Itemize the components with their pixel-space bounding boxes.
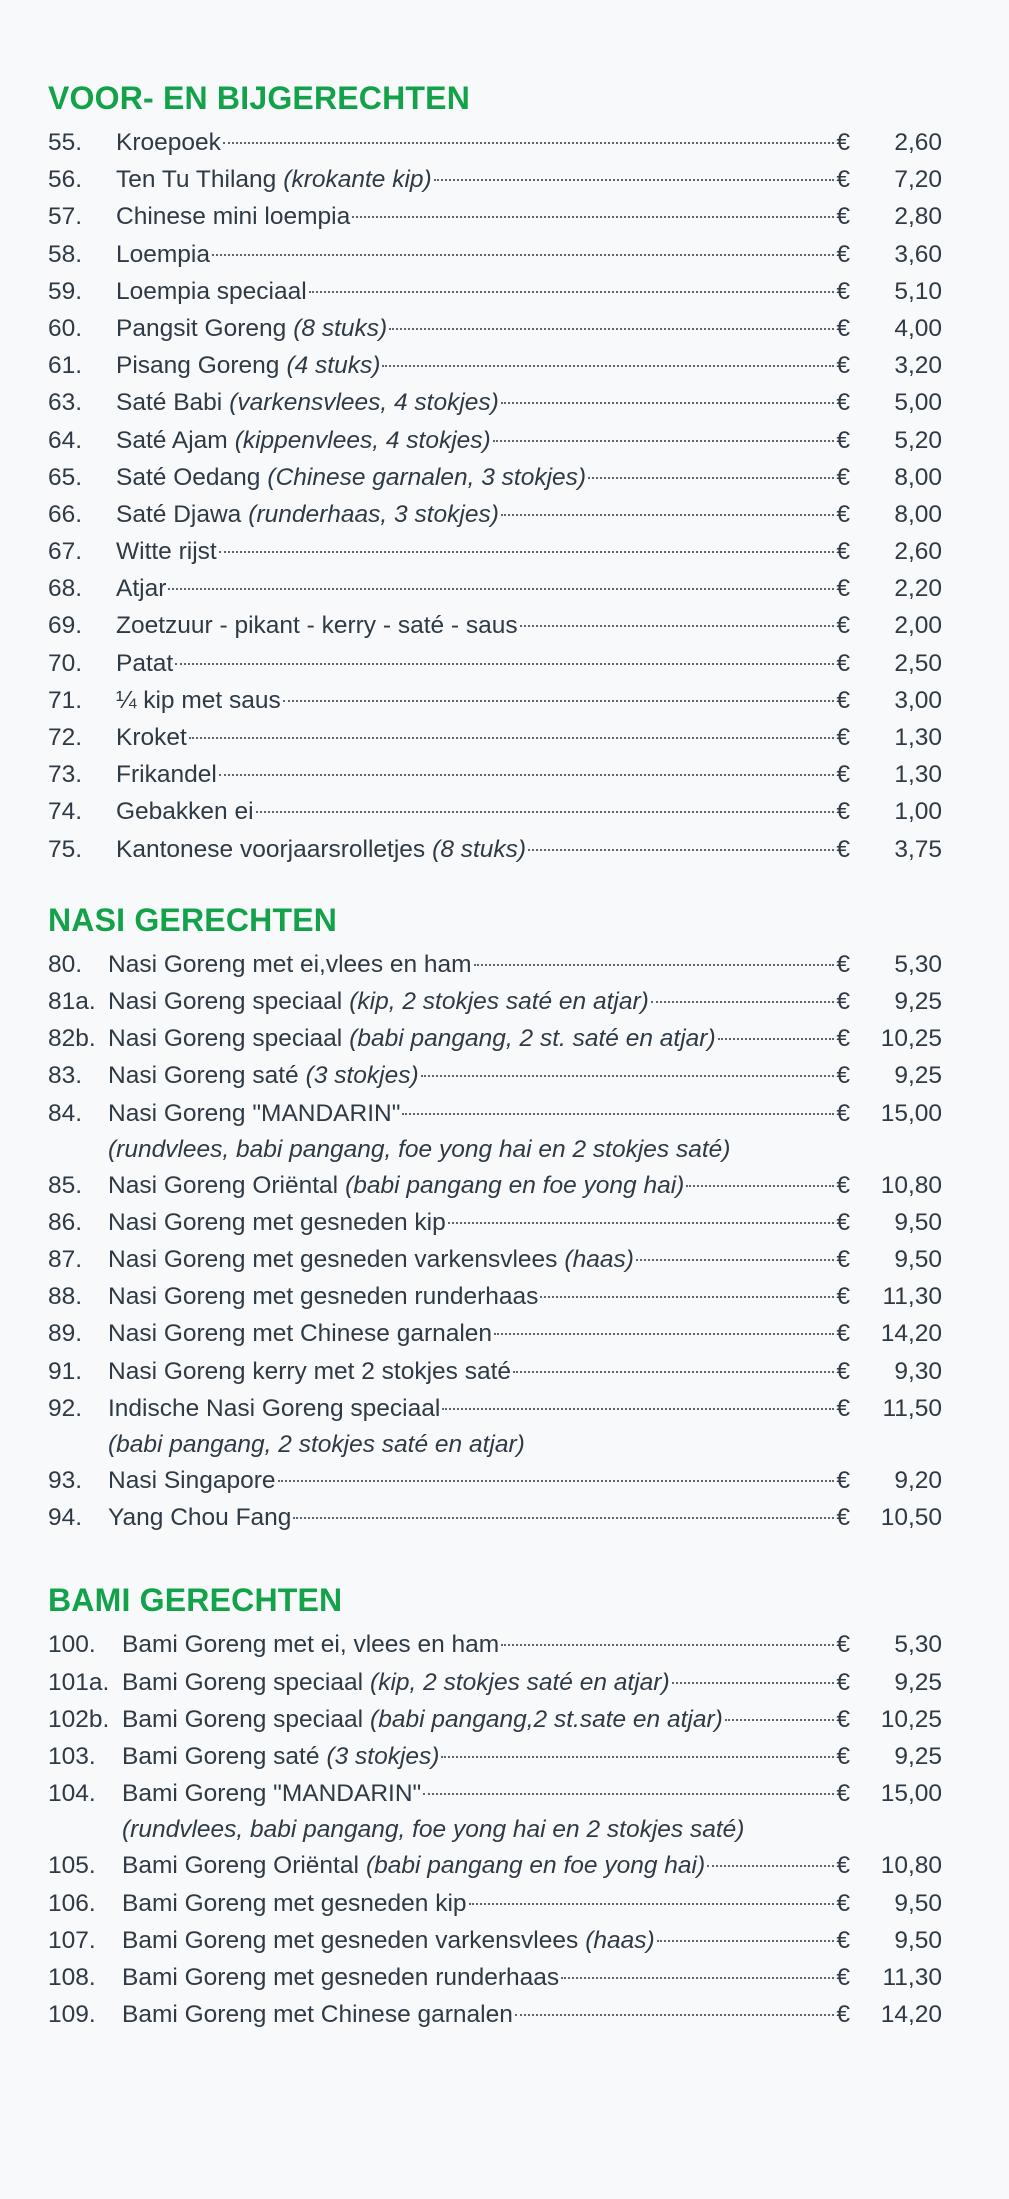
menu-list <box>48 1626 942 2033</box>
item-number: 65. <box>48 463 83 491</box>
item-price: 9,25 <box>894 987 942 1015</box>
dot-leader <box>219 551 835 553</box>
currency-symbol: € <box>836 1852 850 1880</box>
dot-leader <box>588 477 834 479</box>
menu-item <box>48 1922 942 1959</box>
item-number: 105. <box>48 1852 96 1880</box>
menu-item <box>48 1462 942 1499</box>
menu-item <box>48 347 942 384</box>
item-name: Bami Goreng saté <box>122 1742 320 1770</box>
item-price: 2,20 <box>894 575 942 603</box>
item-name: Atjar <box>116 575 167 603</box>
item-number: 73. <box>48 761 83 789</box>
item-price: 4,00 <box>894 314 942 342</box>
item-number: 59. <box>48 277 83 305</box>
item-price: 1,30 <box>894 724 942 751</box>
item-price: 5,20 <box>894 426 942 454</box>
item-name: Zoetzuur - pikant - kerry - saté - saus <box>116 612 518 640</box>
item-number: 101a. <box>48 1668 110 1696</box>
menu-item <box>48 946 942 983</box>
currency-symbol: € <box>836 2001 850 2029</box>
dot-leader <box>672 1682 835 1684</box>
item-number: 60. <box>48 314 83 342</box>
dot-leader <box>501 402 835 404</box>
menu-item <box>48 1738 942 1775</box>
item-name: Frikandel <box>116 761 217 789</box>
dot-leader <box>515 2014 835 2016</box>
item-number: 106. <box>48 1889 96 1917</box>
menu-item <box>48 1499 942 1536</box>
currency-symbol: € <box>836 1705 850 1733</box>
item-price: 11,30 <box>882 1963 942 1991</box>
currency-symbol: € <box>836 240 850 268</box>
item-number: 82b. <box>48 1025 96 1053</box>
item-price: 9,50 <box>894 1889 942 1917</box>
item-name: Nasi Goreng met gesneden runderhaas <box>108 1283 539 1311</box>
item-description: (3 stokjes) <box>326 1742 440 1770</box>
item-price: 5,00 <box>894 389 942 417</box>
currency-symbol: € <box>836 1668 850 1696</box>
item-name: Bami Goreng speciaal <box>122 1668 364 1696</box>
dot-leader <box>493 440 835 442</box>
item-number: 107. <box>48 1926 96 1954</box>
item-number: 92. <box>48 1394 83 1422</box>
item-price: 7,20 <box>894 166 942 194</box>
item-name: Gebakken ei <box>116 798 254 826</box>
item-note: (rundvlees, babi pangang, foe yong hai en 2 stokjes saté) <box>122 1816 745 1844</box>
dot-leader <box>278 1480 835 1482</box>
dot-leader <box>494 1333 834 1335</box>
menu-page <box>48 78 942 2033</box>
dot-leader <box>212 254 834 256</box>
item-name: Bami Goreng speciaal <box>122 1705 364 1733</box>
item-description: (runderhaas, 3 stokjes) <box>248 500 499 528</box>
item-name: Kantonese voorjaarsrolletjes <box>116 835 426 863</box>
dot-leader <box>520 625 835 627</box>
menu-item <box>48 496 942 533</box>
dot-leader <box>421 1075 835 1077</box>
menu-item <box>48 1353 942 1390</box>
currency-symbol: € <box>836 203 850 231</box>
item-number: 70. <box>48 649 83 677</box>
menu-item <box>48 793 942 830</box>
item-name: Bami Goreng "MANDARIN" <box>122 1780 422 1808</box>
item-name: Loempia <box>116 240 210 268</box>
item-number: 56. <box>48 166 83 194</box>
item-description: (kippenvlees, 4 stokjes) <box>234 426 491 454</box>
item-number: 83. <box>48 1062 83 1090</box>
menu-item <box>48 273 942 310</box>
item-price: 3,60 <box>894 240 942 268</box>
item-number: 72. <box>48 724 83 751</box>
menu-item <box>48 1959 942 1996</box>
dot-leader <box>528 849 834 851</box>
menu-item <box>48 1241 942 1278</box>
item-price: 9,50 <box>894 1208 942 1236</box>
item-number: 88. <box>48 1283 83 1311</box>
currency-symbol: € <box>836 612 850 640</box>
dot-leader <box>657 1940 835 1942</box>
menu-list <box>48 124 942 868</box>
currency-symbol: € <box>836 426 850 454</box>
currency-symbol: € <box>836 649 850 677</box>
item-number: 89. <box>48 1320 83 1348</box>
dot-leader <box>256 811 835 813</box>
item-description: (8 stuks) <box>432 835 527 863</box>
dot-leader <box>501 1644 834 1646</box>
item-name: Witte rijst <box>116 538 217 566</box>
dot-leader <box>513 1371 834 1373</box>
item-number: 58. <box>48 240 83 268</box>
menu-item <box>48 570 942 607</box>
item-price: 10,50 <box>880 1504 942 1532</box>
menu-item <box>48 1020 942 1057</box>
currency-symbol: € <box>836 1357 850 1385</box>
item-price: 5,10 <box>894 277 942 305</box>
item-name: Nasi Goreng kerry met 2 stokjes saté <box>108 1357 512 1385</box>
section-title: BAMI GERECHTEN <box>48 1582 343 1619</box>
item-name: Nasi Goreng Oriëntal <box>108 1171 339 1199</box>
item-number: 91. <box>48 1357 83 1385</box>
item-description: (Chinese garnalen, 3 stokjes) <box>267 463 587 491</box>
item-number: 64. <box>48 426 83 454</box>
item-number: 68. <box>48 575 83 603</box>
item-name: Bami Goreng met gesneden runderhaas <box>122 1963 560 1991</box>
currency-symbol: € <box>836 1467 850 1494</box>
menu-item <box>48 236 942 273</box>
menu-item <box>48 1996 942 2033</box>
item-price: 8,00 <box>894 463 942 491</box>
item-name: Saté Djawa <box>116 500 242 528</box>
item-description: (3 stokjes) <box>305 1062 419 1090</box>
menu-item <box>48 645 942 682</box>
dot-leader <box>707 1865 834 1867</box>
item-number: 100. <box>48 1631 96 1659</box>
dot-leader <box>352 216 834 218</box>
item-name: Saté Ajam <box>116 426 228 454</box>
dot-leader <box>189 737 835 739</box>
currency-symbol: € <box>836 761 850 789</box>
currency-symbol: € <box>836 724 850 751</box>
menu-item <box>48 1664 942 1701</box>
item-number: 74. <box>48 798 83 826</box>
menu-item <box>48 1057 942 1094</box>
item-price: 3,20 <box>894 352 942 380</box>
item-name: Patat <box>116 649 174 677</box>
dot-leader <box>382 365 834 367</box>
item-name: Pangsit Goreng <box>116 314 287 342</box>
menu-item <box>48 1626 942 1663</box>
currency-symbol: € <box>836 1504 850 1532</box>
item-number: 93. <box>48 1467 83 1494</box>
dot-leader <box>686 1185 834 1187</box>
item-price: 9,25 <box>894 1668 942 1696</box>
dot-leader <box>725 1719 835 1721</box>
item-number: 75. <box>48 835 83 863</box>
item-name: Nasi Goreng saté <box>108 1062 299 1090</box>
dot-leader <box>540 1296 834 1298</box>
currency-symbol: € <box>836 1208 850 1236</box>
dot-leader <box>561 1977 834 1979</box>
currency-symbol: € <box>836 1283 850 1311</box>
section-bami-gerechten <box>48 1580 942 2033</box>
item-name: Nasi Singapore <box>108 1467 276 1494</box>
item-number: 66. <box>48 500 83 528</box>
item-number: 84. <box>48 1099 83 1127</box>
item-price: 15,00 <box>880 1780 942 1808</box>
item-price: 10,80 <box>880 1852 942 1880</box>
item-name: Bami Goreng met gesneden varkensvlees <box>122 1926 579 1954</box>
currency-symbol: € <box>836 463 850 491</box>
item-price: 2,60 <box>894 538 942 566</box>
dot-leader <box>474 964 835 966</box>
item-price: 9,25 <box>894 1062 942 1090</box>
item-number: 61. <box>48 352 83 380</box>
item-price: 2,50 <box>894 649 942 677</box>
item-note: (babi pangang, 2 stokjes saté en atjar) <box>108 1431 525 1458</box>
item-note: (rundvlees, babi pangang, foe yong hai en 2 stokjes saté) <box>108 1135 731 1163</box>
item-name: ¼ kip met saus <box>116 686 281 714</box>
item-description: (kip, 2 stokjes saté en atjar) <box>349 987 649 1015</box>
item-price: 1,00 <box>894 798 942 826</box>
dot-leader <box>389 328 834 330</box>
menu-item <box>48 1847 942 1884</box>
item-name: Bami Goreng met Chinese garnalen <box>122 2001 513 2029</box>
currency-symbol: € <box>836 1742 850 1770</box>
item-number: 80. <box>48 950 83 978</box>
currency-symbol: € <box>836 686 850 714</box>
dot-leader <box>441 1756 834 1758</box>
section-voor-en-bijgerechten <box>48 78 942 868</box>
item-price: 11,30 <box>882 1283 942 1311</box>
item-name: Yang Chou Fang <box>108 1504 292 1532</box>
section-title: NASI GERECHTEN <box>48 901 338 938</box>
menu-item <box>48 422 942 459</box>
currency-symbol: € <box>836 166 850 194</box>
item-number: 63. <box>48 389 83 417</box>
item-price: 11,50 <box>882 1394 942 1422</box>
item-price: 14,20 <box>880 2001 942 2029</box>
item-description: (kip, 2 stokjes saté en atjar) <box>370 1668 670 1696</box>
item-price: 3,00 <box>894 686 942 714</box>
section-nasi-gerechten <box>48 900 942 1537</box>
dot-leader <box>636 1259 834 1261</box>
item-number: 109. <box>48 2001 96 2029</box>
menu-list <box>48 946 942 1537</box>
dot-leader <box>283 700 835 702</box>
menu-item <box>48 1701 942 1738</box>
dot-leader <box>219 774 835 776</box>
item-number: 71. <box>48 686 83 714</box>
menu-item <box>48 1315 942 1352</box>
item-name: Saté Babi <box>116 389 223 417</box>
item-name: Nasi Goreng speciaal <box>108 1025 343 1053</box>
currency-symbol: € <box>836 1320 850 1348</box>
item-price: 9,25 <box>894 1742 942 1770</box>
currency-symbol: € <box>836 1926 850 1954</box>
menu-item <box>48 1167 942 1204</box>
item-name: Kroket <box>116 724 187 751</box>
item-description: (babi pangang,2 st.sate en atjar) <box>370 1705 723 1733</box>
item-number: 104. <box>48 1780 96 1808</box>
currency-symbol: € <box>836 352 850 380</box>
dot-leader <box>402 1113 834 1115</box>
item-price: 3,75 <box>894 835 942 863</box>
item-name: Nasi Goreng met Chinese garnalen <box>108 1320 493 1348</box>
item-name: Bami Goreng met gesneden kip <box>122 1889 467 1917</box>
item-description: (krokante kip) <box>283 166 432 194</box>
item-name: Nasi Goreng met ei,vlees en ham <box>108 950 472 978</box>
item-number: 69. <box>48 612 83 640</box>
menu-item <box>48 124 942 161</box>
item-name: Chinese mini loempia <box>116 203 351 231</box>
item-name: Indische Nasi Goreng speciaal <box>108 1394 441 1422</box>
dot-leader <box>501 514 834 516</box>
item-number: 67. <box>48 538 83 566</box>
dot-leader <box>442 1408 834 1410</box>
menu-item <box>48 310 942 347</box>
currency-symbol: € <box>836 835 850 863</box>
item-number: 94. <box>48 1504 83 1532</box>
item-price: 9,50 <box>894 1246 942 1274</box>
currency-symbol: € <box>836 129 850 156</box>
currency-symbol: € <box>836 1631 850 1659</box>
item-description: (babi pangang en foe yong hai) <box>365 1852 706 1880</box>
dot-leader <box>223 142 834 144</box>
item-description: (haas) <box>564 1246 634 1274</box>
item-name: Pisang Goreng <box>116 352 280 380</box>
currency-symbol: € <box>836 950 850 978</box>
item-name: Nasi Goreng met gesneden varkensvlees <box>108 1246 558 1274</box>
item-number: 102b. <box>48 1705 110 1733</box>
menu-item <box>48 719 942 756</box>
menu-item <box>48 1204 942 1241</box>
item-description: (varkensvlees, 4 stokjes) <box>229 389 499 417</box>
dot-leader <box>293 1517 834 1519</box>
item-description: (haas) <box>585 1926 655 1954</box>
item-price: 14,20 <box>880 1320 942 1348</box>
menu-item <box>48 533 942 570</box>
dot-leader <box>168 588 834 590</box>
item-price: 9,50 <box>894 1926 942 1954</box>
menu-item <box>48 384 942 421</box>
item-name: Nasi Goreng speciaal <box>108 987 343 1015</box>
currency-symbol: € <box>836 1780 850 1808</box>
menu-item <box>48 682 942 719</box>
menu-item <box>48 1390 942 1427</box>
menu-item <box>48 198 942 235</box>
item-description: (babi pangang en foe yong hai) <box>345 1171 685 1199</box>
item-number: 108. <box>48 1963 96 1991</box>
item-price: 2,60 <box>894 129 942 156</box>
item-price: 10,25 <box>880 1025 942 1053</box>
item-price: 15,00 <box>880 1099 942 1127</box>
menu-item <box>48 459 942 496</box>
item-name: Ten Tu Thilang <box>116 166 277 194</box>
menu-item <box>48 756 942 793</box>
item-number: 103. <box>48 1742 96 1770</box>
menu-item <box>48 607 942 644</box>
currency-symbol: € <box>836 575 850 603</box>
dot-leader <box>309 291 835 293</box>
currency-symbol: € <box>836 1246 850 1274</box>
item-number: 81a. <box>48 987 96 1015</box>
menu-item <box>48 1885 942 1922</box>
item-name: Saté Oedang <box>116 463 261 491</box>
currency-symbol: € <box>836 1062 850 1090</box>
menu-item <box>48 1775 942 1812</box>
menu-item <box>48 1095 942 1132</box>
currency-symbol: € <box>836 1025 850 1053</box>
item-price: 10,25 <box>880 1705 942 1733</box>
dot-leader <box>469 1903 835 1905</box>
menu-item <box>48 161 942 198</box>
currency-symbol: € <box>836 389 850 417</box>
item-description: (4 stuks) <box>286 352 381 380</box>
currency-symbol: € <box>836 314 850 342</box>
currency-symbol: € <box>836 987 850 1015</box>
item-number: 55. <box>48 129 83 156</box>
item-price: 2,80 <box>894 203 942 231</box>
item-number: 87. <box>48 1246 83 1274</box>
item-price: 10,80 <box>880 1171 942 1199</box>
item-price: 9,30 <box>894 1357 942 1385</box>
menu-item <box>48 983 942 1020</box>
section-title: VOOR- EN BIJGERECHTEN <box>48 80 471 116</box>
item-name: Bami Goreng Oriëntal <box>122 1852 359 1880</box>
item-price: 1,30 <box>894 761 942 789</box>
item-name: Nasi Goreng "MANDARIN" <box>108 1099 401 1127</box>
item-number: 85. <box>48 1171 83 1199</box>
item-number: 57. <box>48 203 83 231</box>
dot-leader <box>423 1793 834 1795</box>
currency-symbol: € <box>836 798 850 826</box>
item-number: 86. <box>48 1208 83 1236</box>
item-price: 2,00 <box>894 612 942 640</box>
currency-symbol: € <box>836 500 850 528</box>
menu-item <box>48 1278 942 1315</box>
item-name: Kroepoek <box>116 129 221 156</box>
item-name: Bami Goreng met ei, vlees en ham <box>122 1631 500 1659</box>
currency-symbol: € <box>836 1963 850 1991</box>
dot-leader <box>718 1038 835 1040</box>
currency-symbol: € <box>836 277 850 305</box>
item-description: (babi pangang, 2 st. saté en atjar) <box>349 1025 716 1053</box>
currency-symbol: € <box>836 1394 850 1422</box>
item-price: 5,30 <box>894 950 942 978</box>
item-description: (8 stuks) <box>293 314 388 342</box>
dot-leader <box>448 1222 835 1224</box>
currency-symbol: € <box>836 1889 850 1917</box>
item-name: Nasi Goreng met gesneden kip <box>108 1208 446 1236</box>
currency-symbol: € <box>836 1171 850 1199</box>
menu-item <box>48 831 942 868</box>
dot-leader <box>175 663 834 665</box>
currency-symbol: € <box>836 538 850 566</box>
item-price: 9,20 <box>894 1467 942 1494</box>
currency-symbol: € <box>836 1099 850 1127</box>
dot-leader <box>651 1001 835 1003</box>
item-price: 8,00 <box>894 500 942 528</box>
item-price: 5,30 <box>894 1631 942 1659</box>
item-name: Loempia speciaal <box>116 277 307 305</box>
dot-leader <box>434 179 835 181</box>
